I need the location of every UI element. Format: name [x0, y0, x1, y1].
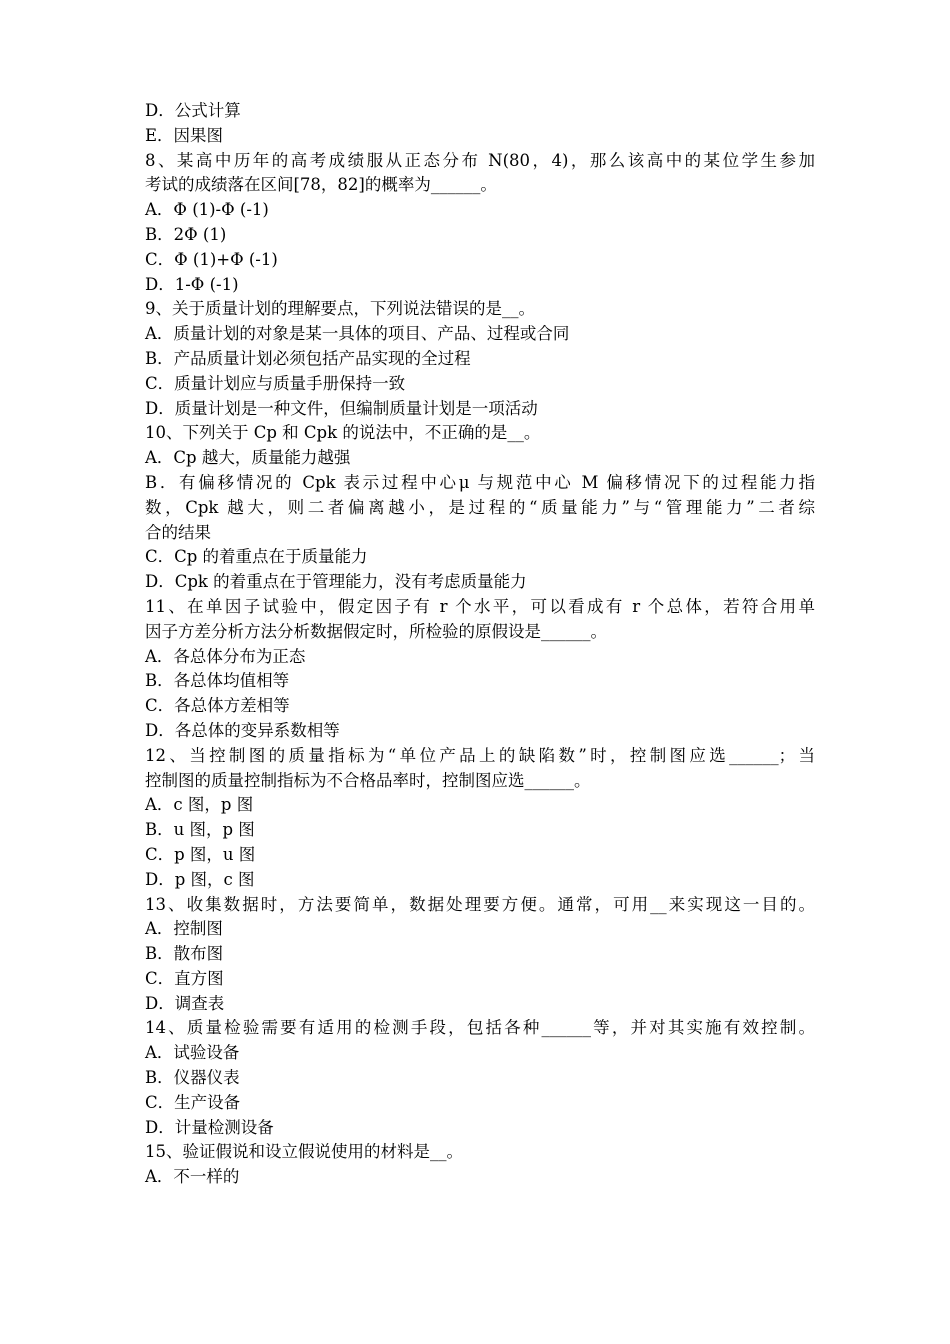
text-line: A．c 图，p 图: [145, 795, 254, 815]
text-line: B．u 图，p 图: [145, 820, 255, 840]
text-line: A．Cp 越大，质量能力越强: [145, 448, 351, 468]
text-line: 14、质量检验需要有适用的检测手段，包括各种______等，并对其实施有效控制。: [145, 1018, 815, 1038]
text-line: C．生产设备: [145, 1092, 241, 1112]
text-line: 因子方差分析方法分析数据假定时，所检验的原假设是______。: [145, 621, 607, 641]
text-line: A．不一样的: [145, 1167, 240, 1187]
text-line: 10、下列关于 Cp 和 Cpk 的说法中，不正确的是__。: [145, 423, 541, 443]
text-line: 8、某高中历年的高考成绩服从正态分布 N(80，4)，那么该高中的某位学生参加: [145, 150, 815, 170]
text-line: D．1-Φ (-1): [145, 274, 239, 294]
document-page: [145, 99, 815, 1190]
text-line: B．仪器仪表: [145, 1068, 240, 1088]
text-line: D．p 图，c 图: [145, 869, 255, 889]
text-line: 9、关于质量计划的理解要点，下列说法错误的是__。: [145, 299, 535, 319]
text-line: 合的结果: [145, 522, 211, 542]
text-line: D．公式计算: [145, 101, 241, 120]
text-line: D．质量计划是一种文件，但编制质量计划是一项活动: [145, 398, 538, 418]
text-line: 数，Cpk 越大，则二者偏离越小，是过程的“质量能力”与“管理能力”二者综: [145, 497, 815, 517]
text-line: C．质量计划应与质量手册保持一致: [145, 373, 406, 393]
text-line: B．散布图: [145, 944, 224, 964]
text-line: B．产品质量计划必须包括产品实现的全过程: [145, 348, 471, 368]
text-line: D．调查表: [145, 993, 225, 1013]
text-line: A．控制图: [145, 919, 223, 939]
text-line: A．各总体分布为正态: [145, 646, 306, 666]
text-line: B．各总体均值相等: [145, 671, 290, 691]
text-line: C．直方图: [145, 968, 224, 988]
text-line: 11、在单因子试验中，假定因子有 r 个水平，可以看成有 r 个总体，若符合用单: [145, 596, 815, 616]
text-line: D．Cpk 的着重点在于管理能力，没有考虑质量能力: [145, 572, 527, 592]
text-line: 13、收集数据时，方法要简单，数据处理要方便。通常，可用__来实现这一目的。: [145, 894, 815, 914]
text-line: 考试的成绩落在区间[78，82]的概率为______。: [145, 175, 497, 195]
text-line: D．各总体的变异系数相等: [145, 720, 340, 740]
text-line: C．p 图，u 图: [145, 844, 256, 864]
text-line: 15、验证假说和设立假说使用的材料是__。: [145, 1142, 463, 1162]
text-line: C．各总体方差相等: [145, 696, 290, 716]
text-line: D．计量检测设备: [145, 1117, 274, 1137]
text-line: A．Φ (1)-Φ (-1): [145, 200, 269, 220]
text-line: A．质量计划的对象是某一具体的项目、产品、过程或合同: [145, 324, 570, 344]
text-line: B．有偏移情况的 Cpk 表示过程中心μ 与规范中心 M 偏移情况下的过程能力指: [145, 472, 815, 492]
text-line: 12、当控制图的质量指标为“单位产品上的缺陷数”时，控制图应选______；当: [145, 745, 815, 765]
text-line: 控制图的质量控制指标为不合格品率时，控制图应选______。: [145, 770, 591, 790]
text-line: B．2Φ (1): [145, 224, 227, 244]
text-line: C．Φ (1)+Φ (-1): [145, 249, 278, 269]
text-line: E．因果图: [145, 125, 224, 145]
text-line: C．Cp 的着重点在于质量能力: [145, 547, 368, 567]
text-line: A．试验设备: [145, 1043, 240, 1063]
